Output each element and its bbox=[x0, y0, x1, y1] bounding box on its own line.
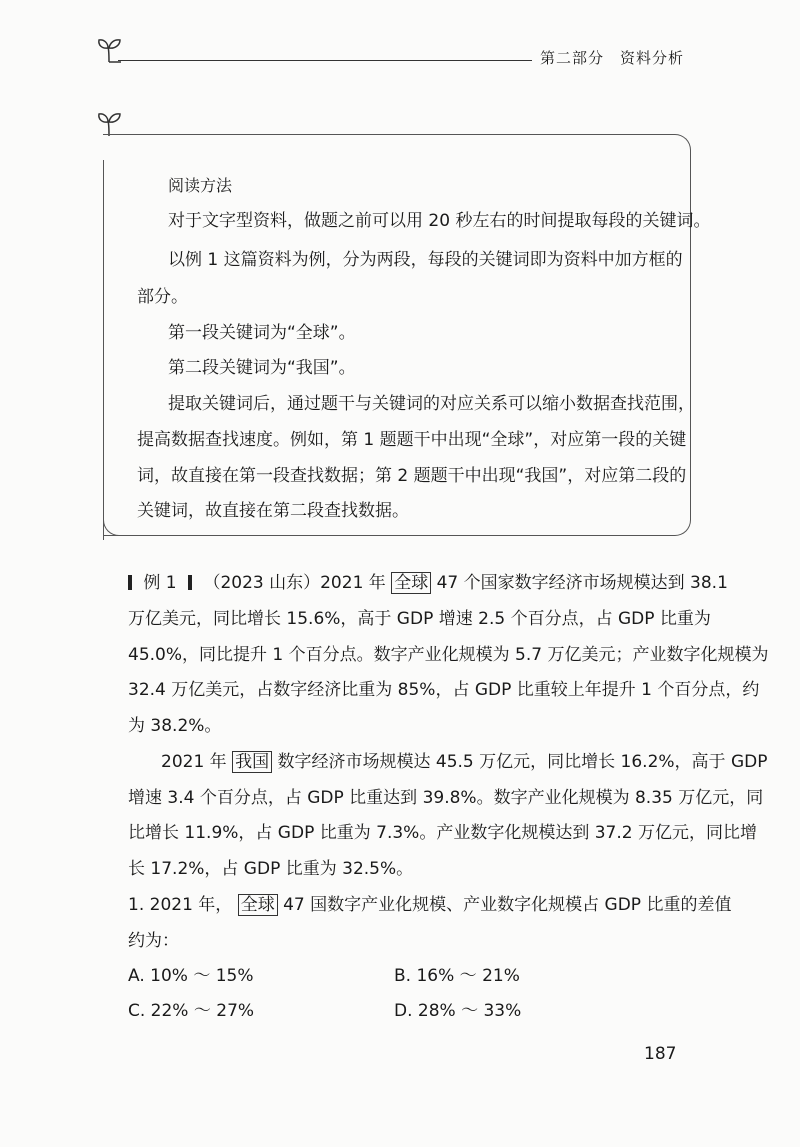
reading-line: 词，故直接在第一段查找数据；第 2 题题干中出现“我国”，对应第二段的 bbox=[137, 466, 687, 486]
question-text: 47 国数字产业化规模、产业数字化规模占 GDP 比重的差值 bbox=[283, 895, 732, 915]
example-source: （2023 山东）2021 年 bbox=[203, 573, 386, 593]
label-bar bbox=[128, 575, 132, 590]
keyword-box: 全球 bbox=[391, 572, 431, 594]
example-line: 万亿美元，同比增长 15.6%，高于 GDP 增速 2.5 个百分点，占 GDP 比重为 bbox=[128, 609, 711, 629]
box-left-edge bbox=[103, 160, 104, 540]
option-c: C. 22% ～ 27% bbox=[128, 1001, 255, 1021]
example-second-para-line bbox=[161, 752, 767, 772]
example-line: 32.4 万亿美元，占数字经济比重为 85%，占 GDP 比重较上年提升 1 个百分点，约 bbox=[128, 680, 760, 700]
example-first-line bbox=[128, 573, 728, 593]
example-line: 长 17.2%，占 GDP 比重为 32.5%。 bbox=[128, 859, 414, 879]
question-text: 1. 2021 年， bbox=[128, 895, 233, 915]
section-title: 第二部分 资料分析 bbox=[540, 49, 685, 67]
example-line: 为 38.2%。 bbox=[128, 716, 222, 736]
reading-line: 部分。 bbox=[137, 287, 188, 307]
keyword-box: 全球 bbox=[238, 894, 278, 916]
header-rule bbox=[118, 60, 532, 61]
keyword-box: 我国 bbox=[232, 751, 272, 773]
label-bar bbox=[188, 575, 192, 590]
reading-line: 第二段关键词为“我国”。 bbox=[168, 358, 356, 378]
example-text: 数字经济市场规模达 45.5 万亿元，同比增长 16.2%，高于 GDP bbox=[277, 752, 768, 772]
option-a: A. 10% ～ 15% bbox=[128, 966, 254, 986]
option-d: D. 28% ～ 33% bbox=[394, 1001, 522, 1021]
question-line bbox=[128, 895, 731, 915]
example-line: 增速 3.4 个百分点，占 GDP 比重达到 39.8%。数字产业化规模为 8.35 万亿元，同 bbox=[128, 788, 764, 808]
reading-line: 关键词，故直接在第二段查找数据。 bbox=[137, 501, 409, 521]
question-line: 约为： bbox=[128, 931, 179, 951]
example-line: 45.0%，同比提升 1 个百分点。数字产业化规模为 5.7 万亿美元；产业数字化规模为 bbox=[128, 645, 769, 665]
reading-line: 第一段关键词为“全球”。 bbox=[168, 323, 356, 343]
example-label: 例 1 bbox=[143, 573, 177, 593]
option-b: B. 16% ～ 21% bbox=[394, 966, 520, 986]
reading-line: 提高数据查找速度。例如，第 1 题题干中出现“全球”，对应第一段的关键 bbox=[137, 430, 687, 450]
reading-line: 提取关键词后，通过题干与关键词的对应关系可以缩小数据查找范围， bbox=[168, 394, 695, 414]
example-text: 47 个国家数字经济市场规模达到 38.1 bbox=[436, 573, 728, 593]
example-line: 比增长 11.9%，占 GDP 比重为 7.3%。产业数字化规模达到 37.2 万亿元，同比增 bbox=[128, 823, 757, 843]
reading-line: 以例 1 这篇资料为例，分为两段，每段的关键词即为资料中加方框的 bbox=[168, 250, 683, 270]
reading-box-title: 阅读方法 bbox=[168, 176, 233, 195]
page-number: 187 bbox=[644, 1044, 677, 1064]
reading-line: 对于文字型资料，做题之前可以用 20 秒左右的时间提取每段的关键词。 bbox=[168, 211, 711, 231]
example-text: 2021 年 bbox=[161, 752, 227, 772]
